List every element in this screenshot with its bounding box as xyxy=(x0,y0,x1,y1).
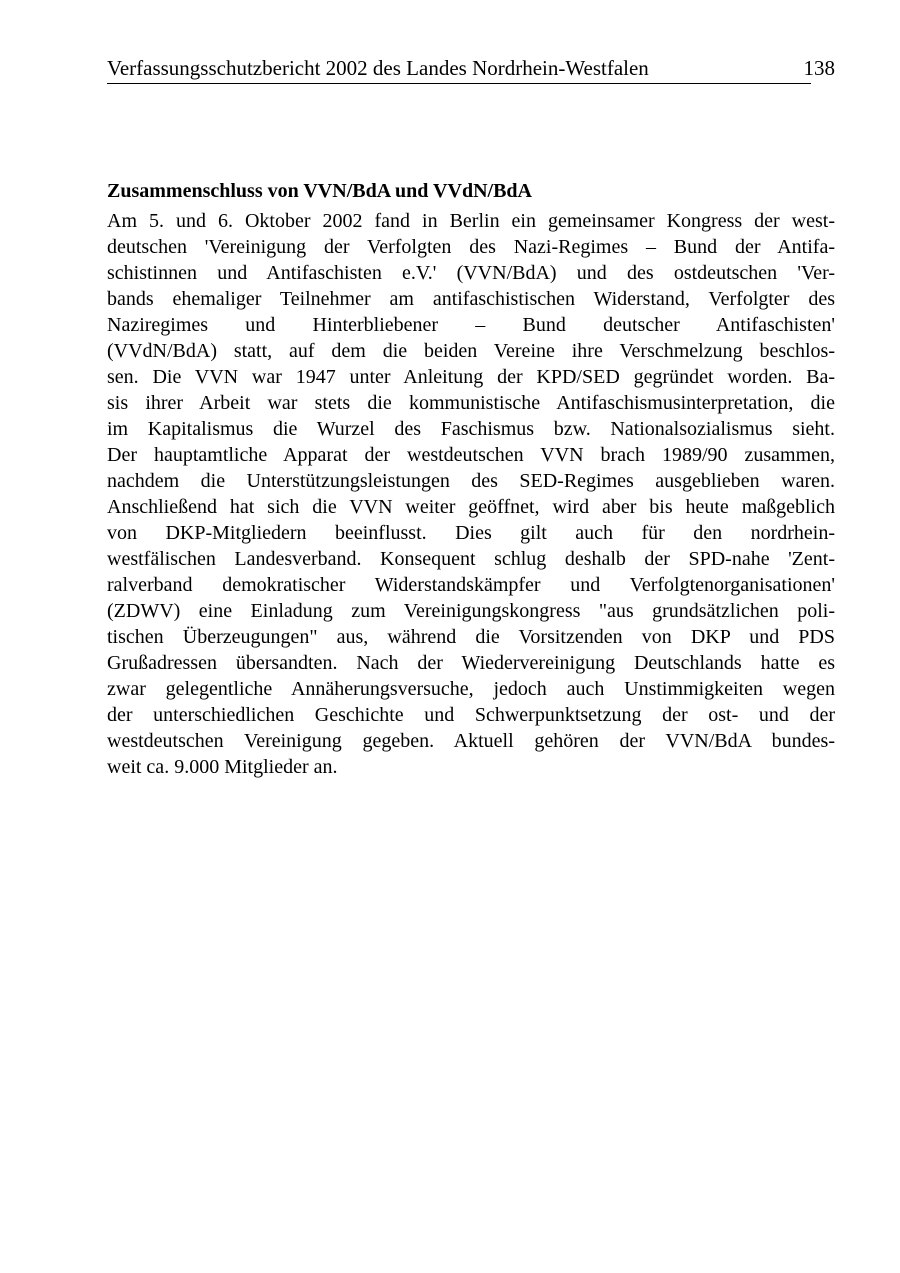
body-line: Der hauptamtliche Apparat der westdeutschen VVN brach 1989/90 zusammen, xyxy=(107,444,835,466)
body-line: sen. Die VVN war 1947 unter Anleitung der KPD/SED gegründet worden. Ba- xyxy=(107,366,835,388)
body-line: zwar gelegentliche Annäherungsversuche, jedoch auch Unstimmigkeiten wegen xyxy=(107,678,835,700)
body-line: westdeutschen Vereinigung gegeben. Aktuell gehören der VVN/BdA bundes- xyxy=(107,730,835,752)
body-line: der unterschiedlichen Geschichte und Schwerpunktsetzung der ost- und der xyxy=(107,704,835,726)
header-title: Verfassungsschutzbericht 2002 des Landes Nordrhein-Westfalen xyxy=(107,56,649,80)
page-number: 138 xyxy=(803,56,835,80)
section-heading: Zusammenschluss von VVN/BdA und VVdN/BdA xyxy=(107,180,532,202)
section-body xyxy=(107,208,835,780)
body-line: deutschen 'Vereinigung der Verfolgten des Nazi-Regimes – Bund der Antifa- xyxy=(107,236,835,258)
body-line: sis ihrer Arbeit war stets die kommunistische Antifaschismusinterpretation, die xyxy=(107,392,835,414)
body-line: Am 5. und 6. Oktober 2002 fand in Berlin ein gemeinsamer Kongress der west- xyxy=(107,210,835,232)
body-line: westfälischen Landesverband. Konsequent schlug deshalb der SPD-nahe 'Zent- xyxy=(107,548,835,570)
body-line: im Kapitalismus die Wurzel des Faschismus bzw. Nationalsozialismus sieht. xyxy=(107,418,835,440)
body-line: Naziregimes und Hinterbliebener – Bund deutscher Antifaschisten' xyxy=(107,314,835,336)
running-header xyxy=(107,54,835,84)
body-line: von DKP-Mitgliedern beeinflusst. Dies gilt auch für den nordrhein- xyxy=(107,522,835,544)
body-line: schistinnen und Antifaschisten e.V.' (VVN/BdA) und des ostdeutschen 'Ver- xyxy=(107,262,835,284)
body-line: Grußadressen übersandten. Nach der Wiedervereinigung Deutschlands hatte es xyxy=(107,652,835,674)
header-rule xyxy=(107,83,811,84)
body-line: nachdem die Unterstützungsleistungen des SED-Regimes ausgeblieben waren. xyxy=(107,470,835,492)
body-line: (ZDWV) eine Einladung zum Vereinigungskongress "aus grundsätzlichen poli- xyxy=(107,600,835,622)
body-line: tischen Überzeugungen" aus, während die Vorsitzenden von DKP und PDS xyxy=(107,626,835,648)
body-line: bands ehemaliger Teilnehmer am antifaschistischen Widerstand, Verfolgter des xyxy=(107,288,835,310)
body-line: ralverband demokratischer Widerstandskämpfer und Verfolgtenorganisationen' xyxy=(107,574,835,596)
body-line: Anschließend hat sich die VVN weiter geöffnet, wird aber bis heute maßgeblich xyxy=(107,496,835,518)
body-line: weit ca. 9.000 Mitglieder an. xyxy=(107,756,338,778)
body-line: (VVdN/BdA) statt, auf dem die beiden Vereine ihre Verschmelzung beschlos- xyxy=(107,340,835,362)
